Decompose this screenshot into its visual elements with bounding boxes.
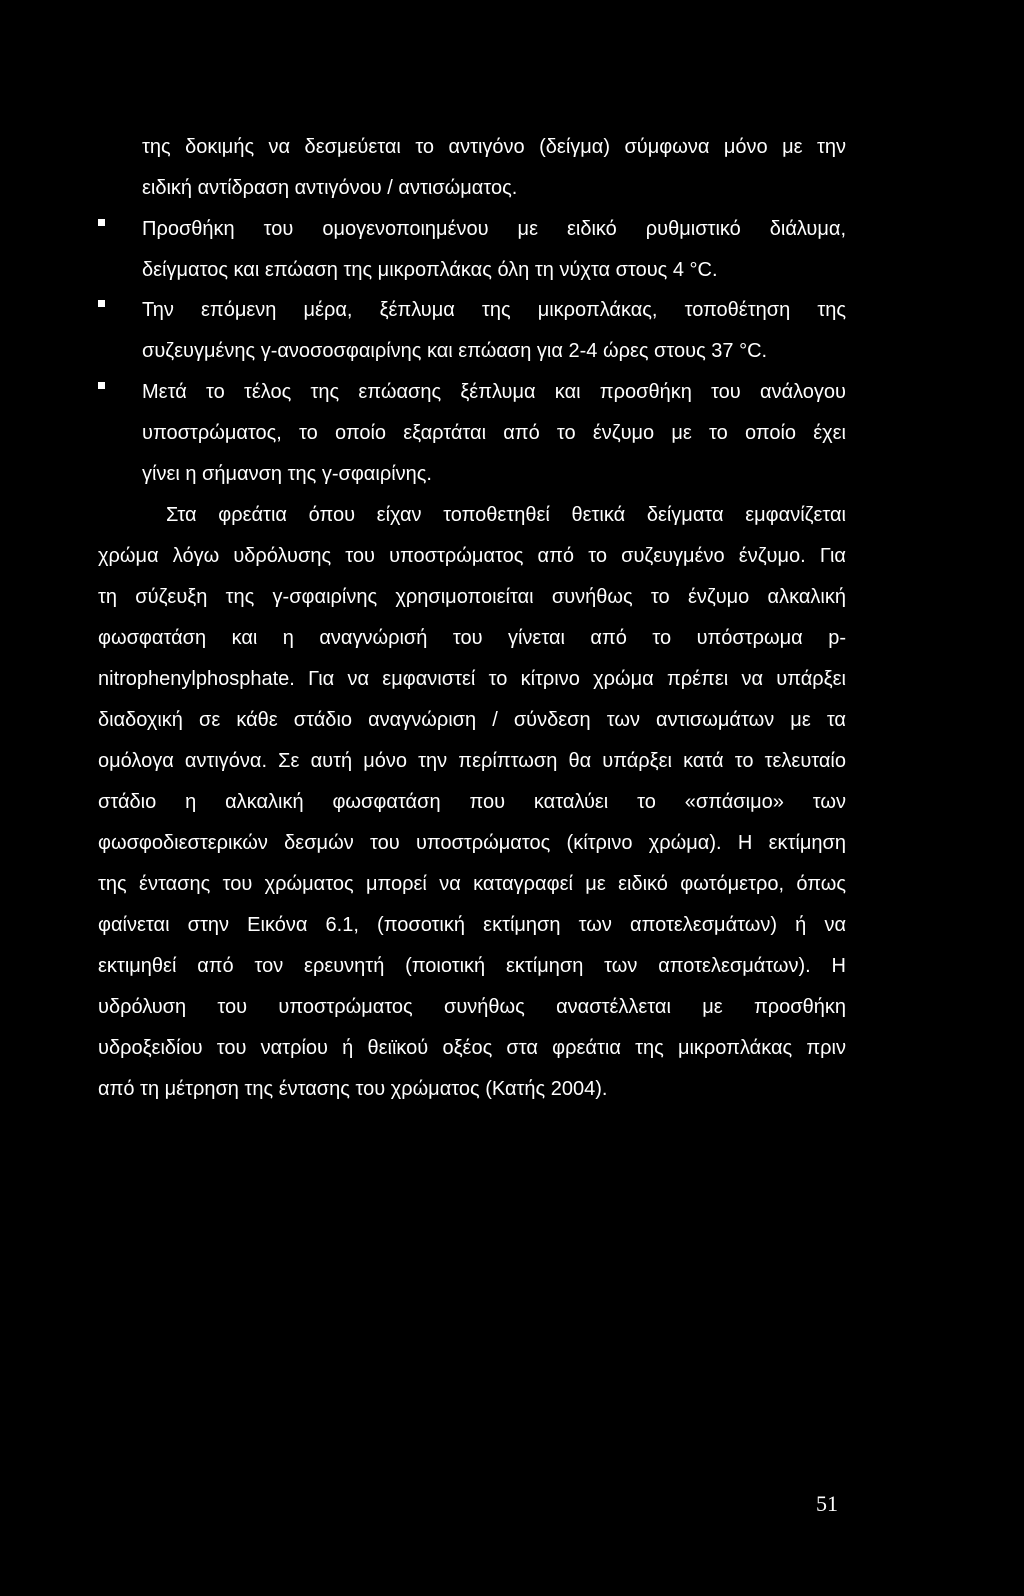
text-line: Στα φρεάτια όπου είχαν τοποθετηθεί θετικά δείγματα εμφανίζεται bbox=[166, 504, 846, 526]
text-line: γίνει η σήμανση της γ-σφαιρίνης. bbox=[142, 463, 432, 485]
text-line: στάδιο η αλκαλική φωσφατάση που καταλύει το «σπάσιμο» των bbox=[98, 791, 846, 813]
text-line: υδρόλυση του υποστρώματος συνήθως αναστέλλεται με προσθήκη bbox=[98, 996, 846, 1018]
page-number: 51 bbox=[816, 1491, 838, 1516]
text-line: φαίνεται στην Εικόνα 6.1, (ποσοτική εκτίμηση των αποτελεσμάτων) ή να bbox=[98, 914, 846, 936]
text-line: χρώμα λόγω υδρόλυσης του υποστρώματος από το συζευγμένο ένζυμο. Για bbox=[98, 545, 846, 567]
text-line: της δοκιμής να δεσμεύεται το αντιγόνο (δείγμα) σύμφωνα μόνο με την bbox=[142, 136, 846, 158]
text-line: ομόλογα αντιγόνα. Σε αυτή μόνο την περίπτωση θα υπάρξει κατά το τελευταίο bbox=[98, 750, 846, 772]
text-line: Την επόμενη μέρα, ξέπλυμα της μικροπλάκας, τοποθέτηση της bbox=[142, 299, 846, 321]
text-line: υδροξειδίου του νατρίου ή θειϊκού οξέος στα φρεάτια της μικροπλάκας πριν bbox=[98, 1037, 846, 1059]
bullet-icon bbox=[98, 219, 105, 226]
text-line: εκτιμηθεί από τον ερευνητή (ποιοτική εκτίμηση των αποτελεσμάτων). Η bbox=[98, 955, 846, 977]
text-line: Προσθήκη του ομογενοποιημένου με ειδικό ρυθμιστικό διάλυμα, bbox=[142, 218, 846, 240]
text-line: φωσφατάση και η αναγνώρισή του γίνεται από το υπόστρωμα p- bbox=[98, 627, 846, 649]
text-line: συζευγμένης γ-ανοσοσφαιρίνης και επώαση για 2-4 ώρες στους 37 °C. bbox=[142, 340, 768, 362]
bullet-icon bbox=[98, 382, 105, 389]
text-line: της έντασης του χρώματος μπορεί να καταγραφεί με ειδικό φωτόμετρο, όπως bbox=[98, 873, 846, 895]
text-line: φωσφοδιεστερικών δεσμών του υποστρώματος (κίτρινο χρώμα). Η εκτίμηση bbox=[98, 832, 846, 854]
text-line: τη σύζευξη της γ-σφαιρίνης χρησιμοποιείται συνήθως το ένζυμο αλκαλική bbox=[98, 586, 846, 608]
text-line: υποστρώματος, το οποίο εξαρτάται από το ένζυμο με το οποίο έχει bbox=[142, 422, 846, 444]
bullet-icon bbox=[98, 300, 105, 307]
text-line: από τη μέτρηση της έντασης του χρώματος (Κατής 2004). bbox=[98, 1078, 608, 1100]
text-line: ειδική αντίδραση αντιγόνου / αντισώματος. bbox=[142, 177, 518, 199]
text-line: Μετά το τέλος της επώασης ξέπλυμα και προσθήκη του ανάλογου bbox=[142, 381, 846, 403]
text-line: διαδοχική σε κάθε στάδιο αναγνώριση / σύνδεση των αντισωμάτων με τα bbox=[98, 709, 846, 731]
text-line: nitrophenylphosphate. Για να εμφανιστεί το κίτρινο χρώμα πρέπει να υπάρξει bbox=[98, 668, 846, 690]
text-line: δείγματος και επώαση της μικροπλάκας όλη τη νύχτα στους 4 °C. bbox=[142, 259, 718, 281]
